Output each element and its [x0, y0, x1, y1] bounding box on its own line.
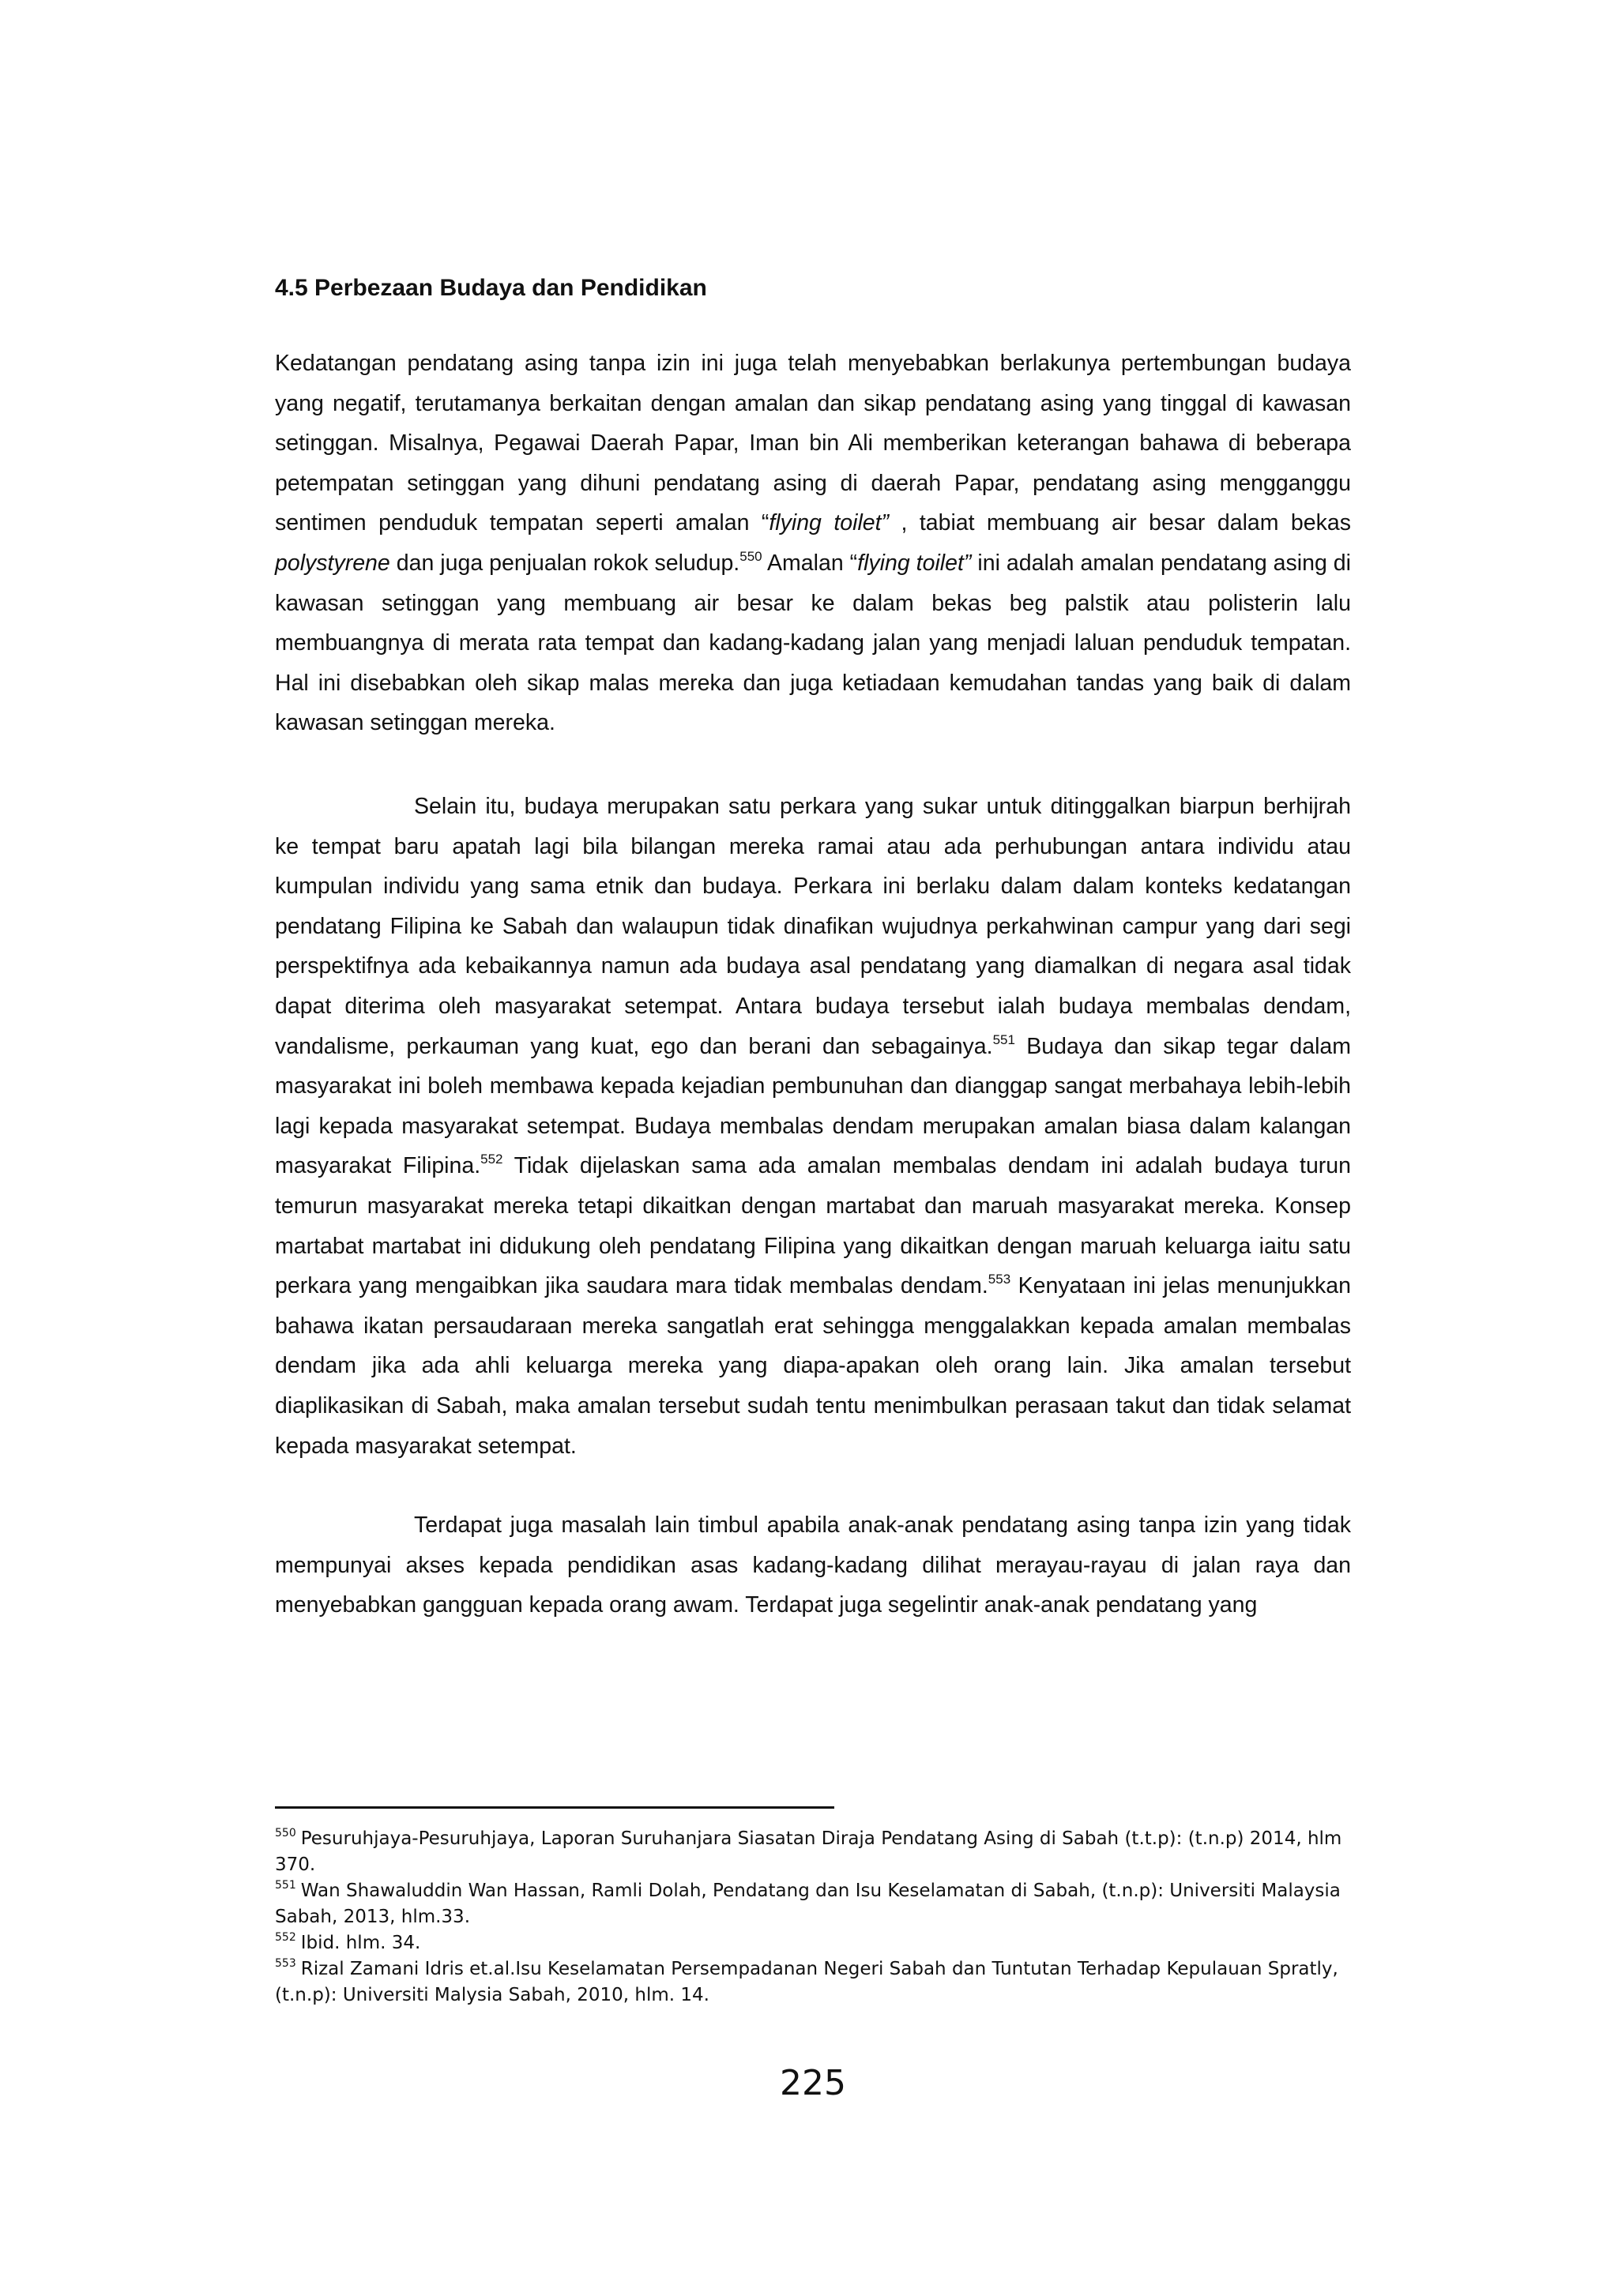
footnote-text: Ibid. hlm. 34.	[300, 1933, 421, 1953]
body-paragraph-2	[275, 787, 1351, 1466]
footnote-number: 553	[275, 1957, 296, 1970]
footnote-550	[275, 1826, 1351, 1878]
paragraph-text: , tabiat membuang air besar dalam bekas	[889, 510, 1351, 536]
paragraph-text: Amalan “	[762, 550, 858, 576]
section-heading: 4.5 Perbezaan Budaya dan Pendidikan	[275, 275, 707, 301]
body-paragraph-1	[275, 344, 1351, 743]
footnote-551	[275, 1878, 1351, 1930]
footnote-ref-551[interactable]: 551	[992, 1032, 1015, 1047]
footnote-ref-553[interactable]: 553	[988, 1272, 1011, 1287]
footnote-separator	[275, 1806, 834, 1809]
body-paragraph-3	[275, 1505, 1351, 1625]
footnote-number: 552	[275, 1931, 296, 1944]
footnote-text: Pesuruhjaya-Pesuruhjaya, Laporan Suruhanjara Siasatan Diraja Pendatang Asing di Sabah (t.t.p): (t.n.p) 2014, hlm 370.	[275, 1828, 1342, 1875]
footnote-text: Rizal Zamani Idris et.al.Isu Keselamatan Persempadanan Negeri Sabah dan Tuntutan Terhadap Kepulauan Spratly, (t.n.p): Universiti Malysia Sabah, 2010, hlm. 14.	[275, 1959, 1338, 2005]
page-number: 225	[780, 2063, 846, 2103]
paragraph-text: Kenyataan ini jelas menunjukkan bahawa ikatan persaudaraan mereka sangatlah erat sehingga menggalakkan kepada amalan membalas dendam jika ada ahli keluarga mereka yang diapa-apakan oleh orang lain. Jika amalan tersebut diaplikasikan di Sabah, maka amalan tersebut sudah tentu menimbulkan perasaan takut dan tidak selamat kepada masyarakat setempat.	[275, 1273, 1351, 1459]
footnotes	[275, 1826, 1351, 2009]
paragraph-text: Budaya dan sikap tegar dalam masyarakat ini boleh membawa kepada kejadian pembunuhan dan dianggap sangat merbahaya lebih-lebih lagi kepada masyarakat setempat. Budaya membalas dendam merupakan amalan biasa dalam kalangan masyarakat Filipina.	[275, 1033, 1351, 1179]
paragraph-text: dan juga penjualan rokok seludup.	[389, 550, 740, 576]
italic-term: flying toilet”	[769, 510, 890, 536]
paragraph-text: Selain itu, budaya merupakan satu perkara yang sukar untuk ditinggalkan biarpun berhijrah ke tempat baru apatah lagi bila bilangan mereka ramai atau ada perhubungan antara individu atau kumpulan individu yang sama etnik dan budaya. Perkara ini berlaku dalam dalam konteks kedatangan pendatang Filipina ke Sabah dan walaupun tidak dinafikan wujudnya perkahwinan campur yang dari segi perspektifnya ada kebaikannya namun ada budaya asal pendatang yang diamalkan di negara asal tidak dapat diterima oleh masyarakat setempat. Antara budaya tersebut ialah budaya membalas dendam, vandalisme, perkauman yang kuat, ego dan berani dan sebagainya.	[275, 794, 1351, 1059]
footnote-553	[275, 1956, 1351, 2009]
footnote-number: 550	[275, 1827, 296, 1839]
footnote-ref-550[interactable]: 550	[739, 548, 762, 564]
footnote-number: 551	[275, 1879, 296, 1892]
paragraph-text: Tidak dijelaskan sama ada amalan membalas dendam ini adalah budaya turun temurun masyarakat mereka tetapi dikaitkan dengan martabat dan maruah masyarakat mereka. Konsep martabat martabat ini didukung oleh pendatang Filipina yang dikaitkan dengan maruah keluarga iaitu satu perkara yang mengaibkan jika saudara mara tidak membalas dendam.	[275, 1153, 1351, 1299]
footnote-text: Wan Shawaluddin Wan Hassan, Ramli Dolah, Pendatang dan Isu Keselamatan di Sabah, (t.n.p): Universiti Malaysia Sabah, 2013, hlm.33.	[275, 1881, 1341, 1927]
italic-term: polystyrene	[275, 550, 390, 576]
paragraph-text: Kedatangan pendatang asing tanpa izin ini juga telah menyebabkan berlakunya pertembungan budaya yang negatif, terutamanya berkaitan dengan amalan dan sikap pendatang asing yang tinggal di kawasan setinggan. Misalnya, Pegawai Daerah Papar, Iman bin Ali memberikan keterangan bahawa di beberapa petempatan setinggan yang dihuni pendatang asing di daerah Papar, pendatang asing mengganggu sentimen penduduk tempatan seperti amalan “	[275, 351, 1351, 536]
italic-term: flying toilet”	[857, 550, 972, 576]
footnote-552	[275, 1930, 1351, 1956]
paragraph-text: Terdapat juga masalah lain timbul apabila anak-anak pendatang asing tanpa izin yang tidak mempunyai akses kepada pendidikan asas kadang-kadang dilihat merayau-rayau di jalan raya dan menyebabkan gangguan kepada orang awam. Terdapat juga segelintir anak-anak pendatang yang	[275, 1513, 1351, 1618]
footnote-ref-552[interactable]: 552	[480, 1152, 503, 1167]
paragraph-text: ini adalah amalan pendatang asing di kawasan setinggan yang membuang air besar ke dalam bekas beg palstik atau polisterin lalu membuangnya di merata rata tempat dan kadang-kadang jalan yang menjadi laluan penduduk tempatan. Hal ini disebabkan oleh sikap malas mereka dan juga ketiadaan kemudahan tandas yang baik di dalam kawasan setinggan mereka.	[275, 550, 1351, 736]
